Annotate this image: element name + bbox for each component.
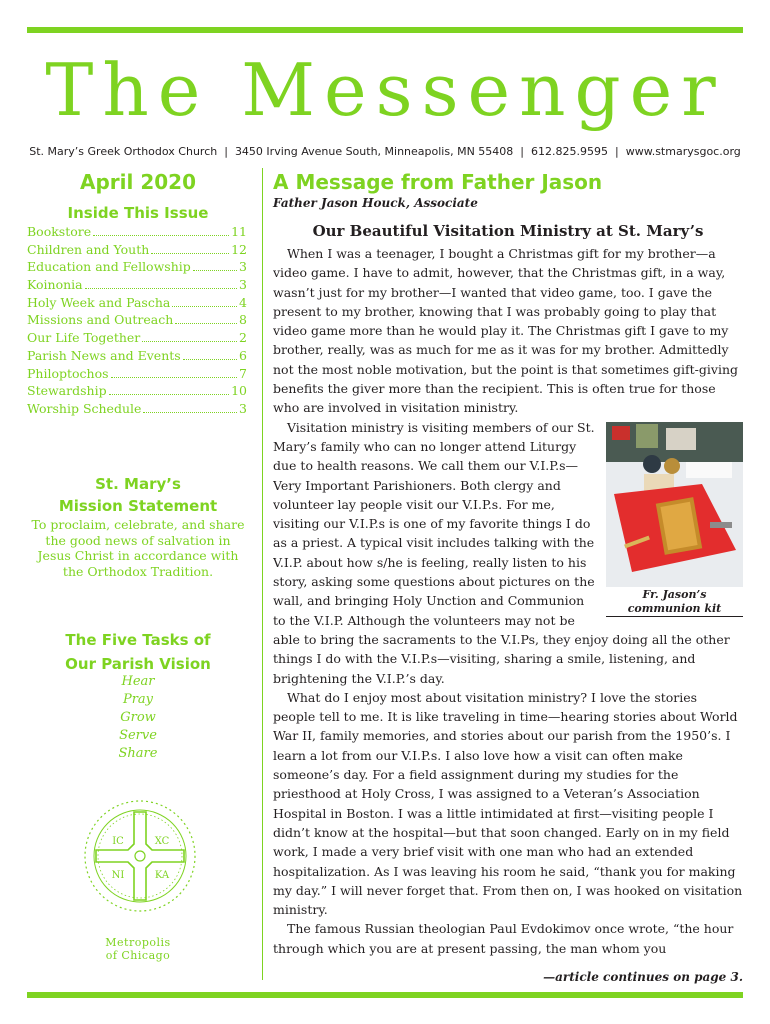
task-item: Hear: [121, 674, 155, 689]
seal-caption: [27, 936, 249, 962]
toc-item[interactable]: [27, 277, 247, 295]
separator: |: [520, 145, 525, 158]
toc-item[interactable]: [27, 330, 247, 348]
seal-quadrant: IC: [112, 836, 124, 847]
communion-kit-photo: [606, 422, 743, 587]
toc-label: Parish News and Events: [27, 347, 181, 363]
byline: Father Jason Houck, Associate: [273, 196, 478, 210]
toc-page: 2: [239, 330, 247, 346]
mission-statement-text: To proclaim, celebrate, and share the good news of salvation in Jesus Christ in accordance with the Orthodox Tradition.: [31, 517, 245, 579]
toc-label: Philoptochos: [27, 365, 109, 381]
photo-figure: [606, 422, 743, 614]
toc-label: Stewardship: [27, 383, 107, 399]
top-rule: [27, 27, 743, 33]
seal-quadrant: KA: [154, 870, 170, 881]
tasks-heading-line: The Five Tasks of: [65, 631, 211, 649]
toc-label: Worship Schedule: [27, 400, 142, 416]
toc-page: 7: [239, 365, 247, 381]
toc-page: 8: [239, 312, 247, 328]
metropolis-seal-logo: [82, 798, 198, 914]
tasks-heading-line: Our Parish Vision: [65, 655, 211, 673]
toc-leader: [85, 288, 237, 289]
toc-leader: [175, 323, 237, 324]
photo-caption: [606, 588, 743, 617]
photo-caption-line: communion kit: [627, 601, 722, 615]
task-item: Serve: [119, 728, 157, 743]
church-website[interactable]: www.stmarysgoc.org: [625, 145, 741, 158]
toc-item[interactable]: [27, 401, 247, 419]
article-paragraph: Visitation ministry is visiting members of our St. Mary’s family who can no longer attend Liturgy due to health reasons. We call them our V.I.P.s—Very Important Parishioners. Both clergy and volunteer lay people visit our V.I.P.s. For me, visiting our V.I.P.s is one of my favorite things I do as a priest. A typical visit includes talking with the V.I.P. about how s/he is feeling, really listen to his story, asking some questions about pictures on the wall, and bringing Holy Unction and Communion to the V.I.P. Although the volunteers may not be able to bring the sacraments to the V.I.Ps, they enjoy doing all the other things I do with the V.I.P.s—visiting, sharing a smile, listening, and brightening the V.I.P.’s day.: [273, 419, 730, 686]
toc-label: Children and Youth: [27, 241, 150, 257]
toc-leader: [93, 235, 229, 236]
toc-page: 3: [239, 277, 247, 293]
task-item: Pray: [122, 692, 154, 707]
church-address: 3450 Irving Avenue South, Minneapolis, MN 55408: [234, 145, 514, 158]
toc-item[interactable]: [27, 242, 247, 260]
toc-item[interactable]: [27, 366, 247, 384]
mission-statement-heading: [27, 473, 249, 517]
photo-caption-line: Fr. Jason’s: [642, 587, 707, 601]
toc-leader: [193, 270, 237, 271]
toc-leader: [143, 412, 237, 413]
mission-heading-line: St. Mary’s: [95, 475, 181, 493]
article-paragraph: When I was a teenager, I bought a Christmas gift for my brother—a video game. I have to admit, however, that the Christmas gift, in a way, wasn’t just for my brother—I wanted that video game, too. I gave the present to my brother, knowing that I was probably going to play that video game more than he would play it. The Christmas gift I gave to my brother, really, was as much for me as it was for my brother. Admittedly not the most noble motivation, but the point is that sometimes gift-giving benefits the giver more than the recipient. This is often true for those who are involved in visitation ministry.: [273, 246, 739, 416]
seal-quadrant: NI: [111, 870, 125, 881]
toc-item[interactable]: [27, 348, 247, 366]
toc-page: 3: [239, 259, 247, 275]
bottom-rule: [27, 992, 743, 998]
seal-caption-line: of Chicago: [105, 949, 171, 962]
toc-label: Koinonia: [27, 277, 83, 293]
toc-label: Education and Fellowship: [27, 259, 191, 275]
article-body: [273, 244, 743, 959]
continued-note[interactable]: —article continues on page 3.: [543, 970, 743, 984]
toc-leader: [183, 359, 237, 360]
church-name: St. Mary’s Greek Orthodox Church: [29, 145, 218, 158]
five-tasks-heading: [27, 628, 249, 676]
toc-label: Bookstore: [27, 224, 92, 239]
inside-this-issue-heading: Inside This Issue: [67, 204, 209, 222]
table-of-contents: [27, 224, 247, 419]
church-phone: 612.825.9595: [531, 145, 608, 158]
toc-leader: [109, 394, 230, 395]
toc-page: 12: [231, 241, 247, 257]
separator: |: [224, 145, 228, 158]
main-heading: A Message from Father Jason: [273, 170, 603, 194]
toc-page: 10: [231, 383, 247, 399]
toc-label: Missions and Outreach: [27, 312, 174, 328]
contact-line: [27, 145, 743, 158]
article-paragraph: The famous Russian theologian Paul Evdokimov once wrote, “the hour through which you are at present passing, the man whom you: [273, 921, 734, 956]
toc-page: 3: [239, 400, 247, 416]
separator: |: [615, 145, 619, 158]
five-tasks-list: [27, 673, 249, 763]
mission-heading-line: Mission Statement: [58, 497, 218, 515]
toc-item[interactable]: [27, 312, 247, 330]
toc-label: Our Life Together: [27, 330, 141, 346]
toc-page: 6: [239, 347, 247, 363]
issue-date: April 2020: [80, 170, 196, 194]
toc-item[interactable]: [27, 224, 247, 242]
task-item: Share: [118, 746, 158, 761]
toc-page: 4: [239, 294, 247, 310]
toc-leader: [172, 306, 237, 307]
seal-quadrant: XC: [154, 836, 170, 847]
toc-leader: [111, 377, 238, 378]
toc-page: 11: [231, 224, 247, 239]
toc-leader: [151, 253, 229, 254]
article-paragraph: What do I enjoy most about visitation ministry? I love the stories people tell to me. It is like traveling in time—hearing stories about World War II, family memories, and stories about our parish from the 1950’s. I learn a lot from our V.I.P.s. I also love how a visit can often make someone’s day. For a field assignment during my studies for the priesthood at Holy Cross, I was assigned to a Veteran’s Association Hospital in Boston. I was a little intimidated at first—visiting people I didn’t know at the hospital—but that soon changed. Early on in my field work, I made a very brief visit with one man who had an extended hospitalization. As I was leaving his room he said, “thank you for making my day.” I will never forget that. From then on, I was hooked on visitation ministry.: [273, 689, 743, 918]
toc-leader: [142, 341, 237, 342]
task-item: Grow: [120, 710, 156, 725]
masthead-title: The Messenger: [45, 48, 725, 132]
column-divider: [262, 168, 263, 980]
article-title: Our Beautiful Visitation Ministry at St. Mary’s: [312, 222, 704, 240]
toc-item[interactable]: [27, 383, 247, 401]
toc-item[interactable]: [27, 295, 247, 313]
toc-label: Holy Week and Pascha: [27, 294, 171, 310]
toc-item[interactable]: [27, 259, 247, 277]
seal-caption-line: Metropolis: [105, 936, 171, 949]
